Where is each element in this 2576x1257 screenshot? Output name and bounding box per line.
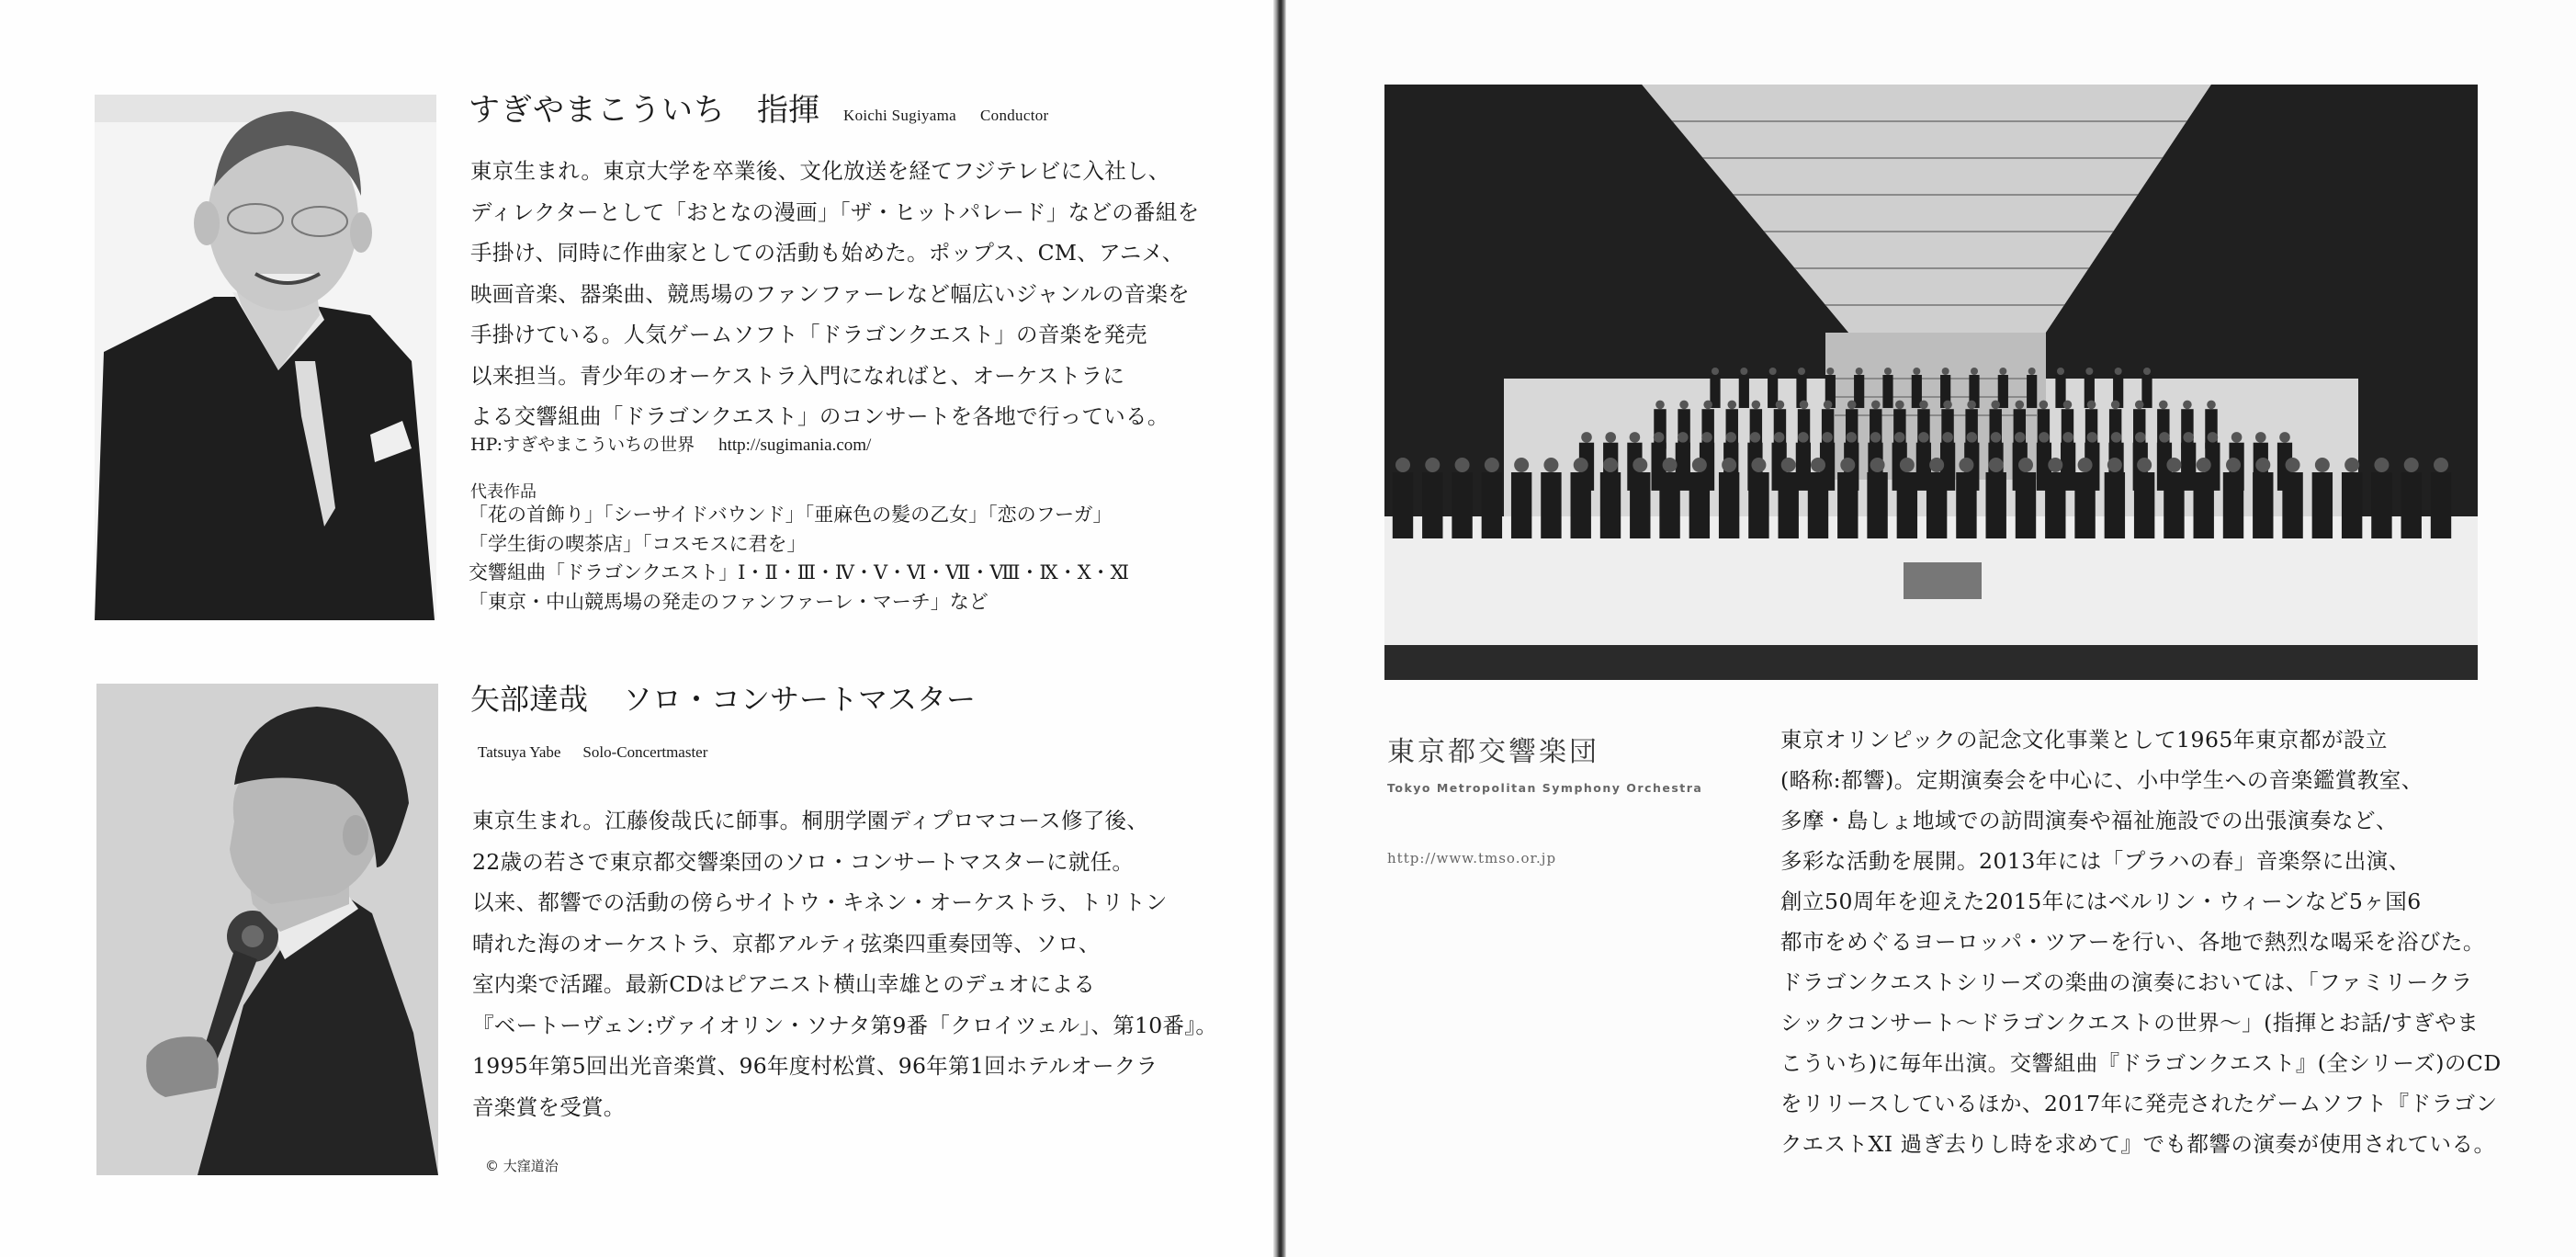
musician-figure — [2342, 472, 2362, 538]
musician-figure — [1482, 472, 1502, 538]
musician-head — [2018, 458, 2033, 472]
musician-figure — [1393, 472, 1413, 538]
bio-line: シックコンサート～ドラゴンクエストの世界～」(指揮とお話/すぎやま — [1780, 1010, 2480, 1036]
musician-head — [1824, 401, 1833, 410]
musician-head — [2315, 458, 2330, 472]
yabe-biography — [472, 800, 1217, 1127]
musician-head — [2197, 458, 2211, 472]
musician-head — [1581, 432, 1592, 443]
musician-head — [1798, 432, 1809, 443]
musician-head — [1727, 401, 1736, 410]
musician-figure — [2164, 472, 2184, 538]
musician-figure — [1986, 472, 2006, 538]
musician-head — [1913, 368, 1920, 375]
musician-figure — [1541, 472, 1561, 538]
musician-head — [1929, 458, 1944, 472]
musician-figure — [2134, 472, 2154, 538]
musician-head — [1991, 401, 2000, 410]
musician-figure — [1452, 472, 1472, 538]
musician-figure — [1867, 472, 1887, 538]
bio-line: 映画音楽、器楽曲、競馬場のファンファーレなど幅広いジャンルの音楽を — [470, 280, 1190, 307]
musician-head — [2159, 432, 2170, 443]
musician-figure — [1837, 472, 1858, 538]
musician-figure — [1882, 375, 1892, 408]
musician-head — [2255, 458, 2270, 472]
musician-head — [2404, 458, 2419, 472]
musician-head — [2016, 401, 2025, 410]
bio-line: こういち)に毎年出演。交響組曲『ドラゴンクエスト』(全シリーズ)のCD — [1780, 1050, 2502, 1076]
musician-figure — [1659, 472, 1679, 538]
musician-head — [2115, 368, 2122, 375]
musician-figure — [2312, 472, 2333, 538]
bio-line: をリリースしているほか、2017年に発売されたゲームソフト『ドラゴン — [1780, 1091, 2498, 1116]
orchestra-photo — [1384, 85, 2478, 680]
photo-credit: © 大窪道治 — [485, 1158, 559, 1174]
musician-figure — [1956, 472, 1976, 538]
musician-head — [1655, 401, 1665, 410]
musician-head — [1826, 368, 1834, 375]
musician-head — [1943, 401, 1952, 410]
yabe-name-en: Tatsuya Yabe — [478, 743, 561, 761]
bio-line: 手掛けている。人気ゲームソフト「ドラゴンクエスト」の音楽を発売 — [470, 322, 1147, 347]
musician-figure — [1511, 472, 1531, 538]
bio-line: 東京生まれ。江藤俊哉氏に師事。桐朋学園ディプロマコース修了後、 — [472, 808, 1149, 833]
musician-head — [1485, 458, 1499, 472]
musician-head — [2344, 458, 2359, 472]
musician-head — [2159, 401, 2168, 410]
musician-head — [1740, 368, 1747, 375]
orchestra-stage-image — [1384, 85, 2478, 680]
musician-figure — [2027, 375, 2037, 408]
musician-head — [1840, 458, 1855, 472]
musician-head — [2028, 368, 2036, 375]
musician-head — [1846, 432, 1857, 443]
bio-line: 手掛け、同時に作曲家としての活動も始めた。ポップス、CM、アニメ、 — [470, 240, 1184, 266]
musician-head — [1774, 432, 1785, 443]
bio-line: よる交響組曲「ドラゴンクエスト」のコンサートを各地で行っている。 — [470, 403, 1169, 429]
musician-head — [1605, 432, 1616, 443]
bio-line: ドラゴンクエストシリーズの楽曲の演奏においては、「ファミリークラ — [1780, 969, 2473, 995]
musician-head — [1574, 458, 1588, 472]
musician-head — [1991, 432, 2002, 443]
musician-figure — [1739, 375, 1749, 408]
yabe-name-ja: 矢部達哉 — [470, 682, 589, 717]
musician-head — [1847, 401, 1857, 410]
musician-head — [1678, 432, 1689, 443]
musician-head — [1630, 432, 1641, 443]
musician-head — [1942, 432, 1953, 443]
musician-head — [1870, 458, 1885, 472]
sugiyama-portrait-image — [95, 95, 436, 620]
works-label: 代表作品 — [470, 482, 537, 502]
musician-head — [1967, 432, 1978, 443]
homepage-label: HP:すぎやまこういちの世界 — [470, 435, 695, 455]
sugiyama-role-ja: 指揮 — [757, 92, 819, 129]
musician-head — [1871, 401, 1881, 410]
musician-head — [1654, 432, 1665, 443]
musician-head — [1603, 458, 1618, 472]
musician-head — [2111, 432, 2122, 443]
musician-head — [1751, 458, 1766, 472]
sugiyama-name-en: Koichi Sugiyama — [843, 107, 957, 124]
bio-line: 多摩・島しょ地域での訪問演奏や福祉施設での出張演奏など、 — [1780, 808, 2398, 833]
bio-line: (略称:都響)。定期演奏会を中心に、小中学生への音楽鑑賞教室、 — [1780, 767, 2423, 793]
musician-figure — [2045, 472, 2065, 538]
musician-head — [1703, 401, 1712, 410]
musician-head — [2279, 432, 2290, 443]
musician-head — [1959, 458, 1973, 472]
musician-head — [2048, 458, 2062, 472]
musician-head — [1701, 432, 1712, 443]
sugiyama-role-en: Conductor — [980, 107, 1049, 124]
musician-head — [2183, 432, 2194, 443]
right-page — [1286, 0, 2576, 1257]
musician-head — [1455, 458, 1470, 472]
musician-head — [2039, 432, 2050, 443]
musician-head — [2135, 432, 2146, 443]
musician-head — [1692, 458, 1707, 472]
musician-figure — [2431, 472, 2451, 538]
bio-line: クエストXI 過ぎ去りし時を求めて』でも都響の演奏が使用されている。 — [1780, 1131, 2496, 1157]
musician-figure — [2401, 472, 2422, 538]
bio-line: 晴れた海のオーケストラ、京都アルティ弦楽四重奏団等、ソロ、 — [472, 930, 1101, 957]
musician-head — [1633, 458, 1647, 472]
musician-head — [1900, 458, 1915, 472]
musician-figure — [2282, 472, 2302, 538]
musician-head — [1971, 368, 1978, 375]
musician-head — [2062, 432, 2073, 443]
musician-head — [1942, 368, 1949, 375]
bio-line: 多彩な活動を展開。2013年には「プラハの春」音楽祭に出演、 — [1780, 848, 2411, 874]
musician-head — [2063, 401, 2073, 410]
musician-figure — [2253, 472, 2273, 538]
orchestra-url[interactable]: http://www.tmso.or.jp — [1387, 850, 1557, 866]
musician-head — [1999, 368, 2006, 375]
musician-head — [1919, 401, 1928, 410]
musician-head — [2226, 458, 2241, 472]
sugiyama-name-ja: すぎやまこういち — [469, 92, 726, 129]
musician-head — [2135, 401, 2144, 410]
works-item: 「東京・中山競馬場の発走のファンファーレ・マーチ」など — [469, 590, 989, 613]
musician-figure — [2016, 472, 2036, 538]
musician-head — [2231, 432, 2243, 443]
musician-head — [2207, 401, 2216, 410]
musician-figure — [1571, 472, 1591, 538]
yabe-portrait-photo — [96, 684, 438, 1175]
yabe-role-en: Solo-Concertmaster — [582, 743, 708, 761]
musician-figure — [1719, 472, 1739, 538]
musician-figure — [1897, 472, 1917, 538]
musician-head — [2255, 432, 2266, 443]
homepage-url[interactable]: http://sugimania.com/ — [718, 436, 872, 455]
musician-head — [1395, 458, 1410, 472]
musician-head — [1967, 401, 1976, 410]
musician-figure — [1689, 472, 1710, 538]
sugiyama-name-line — [469, 85, 1048, 130]
musician-figure — [1779, 472, 1799, 538]
musician-head — [1722, 458, 1736, 472]
musician-head — [1800, 401, 1809, 410]
musician-head — [2111, 401, 2120, 410]
sugiyama-biography — [470, 151, 1199, 437]
musician-head — [2107, 458, 2122, 472]
yabe-name-line — [470, 676, 976, 719]
bio-line: ディレクターとして「おとなの漫画」「ザ・ヒットパレード」などの番組を — [470, 198, 1200, 225]
works-list — [469, 501, 1129, 617]
musician-head — [1769, 368, 1777, 375]
works-item: 「花の首飾り」「シーサイドバウンド」「亜麻色の髪の乙女」「恋のフーガ」 — [469, 504, 1113, 526]
musician-head — [2286, 458, 2300, 472]
bio-line: 東京生まれ。東京大学を卒業後、文化放送を経てフジテレビに入社し、 — [470, 158, 1170, 184]
works-item: 交響組曲「ドラゴンクエスト」Ⅰ・Ⅱ・Ⅲ・Ⅳ・Ⅴ・Ⅵ・Ⅶ・Ⅷ・Ⅸ・Ⅹ・Ⅺ — [469, 561, 1129, 583]
musician-head — [2078, 458, 2093, 472]
musician-figure — [2074, 472, 2095, 538]
musician-head — [2087, 401, 2096, 410]
musician-head — [2374, 458, 2389, 472]
bio-line: 室内楽で活躍。最新CDはピアニスト横山幸雄とのデュオによる — [472, 971, 1096, 997]
bio-line: 1995年第5回出光音楽賞、96年度村松賞、96年第1回ホテルオークラ — [472, 1053, 1158, 1079]
left-page — [0, 0, 1279, 1257]
musician-head — [1895, 401, 1904, 410]
musician-figure — [2105, 472, 2125, 538]
bio-line: 以来担当。青少年のオーケストラ入門になればと、オーケストラに — [470, 362, 1125, 389]
yabe-role-ja: ソロ・コンサートマスター — [623, 682, 977, 717]
orchestra-name-en: Tokyo Metropolitan Symphony Orchestra — [1387, 781, 1703, 795]
bio-line: 22歳の若さで東京都交響楽団のソロ・コンサートマスターに就任。 — [472, 848, 1135, 875]
musician-head — [2039, 401, 2049, 410]
sugiyama-homepage — [470, 431, 871, 456]
musician-head — [1725, 432, 1736, 443]
musician-head — [2143, 368, 2151, 375]
bio-line: 創立50周年を迎えた2015年にはベルリン・ウィーンなど5ヶ国6 — [1780, 889, 2422, 914]
musician-head — [1679, 401, 1689, 410]
bio-line: 以来、都響での活動の傍らサイトウ・キネン・オーケストラ、トリトン — [472, 889, 1168, 915]
bio-line: 音楽賞を受賞。 — [472, 1093, 626, 1120]
musician-head — [1543, 458, 1558, 472]
musician-figure — [1422, 472, 1442, 538]
musician-head — [1856, 368, 1863, 375]
musician-head — [2183, 401, 2192, 410]
musician-head — [2085, 368, 2093, 375]
musician-head — [1712, 368, 1719, 375]
musician-head — [1894, 432, 1905, 443]
musician-figure — [1926, 472, 1947, 538]
musician-figure — [1748, 472, 1768, 538]
yabe-portrait-image — [96, 684, 438, 1175]
musician-head — [1752, 401, 1761, 410]
musician-figure — [1600, 472, 1621, 538]
musician-head — [1781, 458, 1796, 472]
orchestra-name-ja: 東京都交響楽団 — [1387, 736, 1599, 768]
musician-figure — [2371, 472, 2391, 538]
musician-head — [2015, 432, 2026, 443]
musician-head — [2166, 458, 2181, 472]
musician-head — [1663, 458, 1678, 472]
yabe-name-en-line — [478, 743, 707, 762]
musician-figure — [2194, 472, 2214, 538]
bio-line: 都市をめぐるヨーロッパ・ツアーを行い、各地で熱烈な喝采を浴びた。 — [1780, 929, 2485, 955]
musician-head — [1798, 368, 1805, 375]
musician-figure — [1630, 472, 1650, 538]
musician-figure — [1808, 472, 1828, 538]
musician-figure — [2223, 472, 2243, 538]
works-item: 「学生街の喫茶店」「コスモスに君を」 — [469, 532, 807, 555]
musician-head — [2137, 458, 2152, 472]
musician-head — [1750, 432, 1761, 443]
musician-head — [1811, 458, 1825, 472]
musician-head — [1514, 458, 1529, 472]
bio-line: 『ベートーヴェン:ヴァイオリン・ソナタ第9番「クロイツェル」、第10番』。 — [472, 1012, 1218, 1038]
musician-head — [1776, 401, 1785, 410]
musician-head — [2434, 458, 2448, 472]
musician-head — [1870, 432, 1881, 443]
musician-head — [1989, 458, 2004, 472]
musician-head — [1918, 432, 1929, 443]
orchestra-biography — [1780, 719, 2502, 1164]
sugiyama-portrait-photo — [95, 95, 436, 620]
bio-line: 東京オリンピックの記念文化事業として1965年東京都が設立 — [1780, 727, 2388, 753]
musician-head — [2208, 432, 2219, 443]
book-gutter — [1273, 0, 1286, 1257]
musician-head — [2057, 368, 2064, 375]
musician-head — [1822, 432, 1833, 443]
musician-head — [1884, 368, 1892, 375]
musician-head — [2087, 432, 2098, 443]
musician-head — [1425, 458, 1440, 472]
